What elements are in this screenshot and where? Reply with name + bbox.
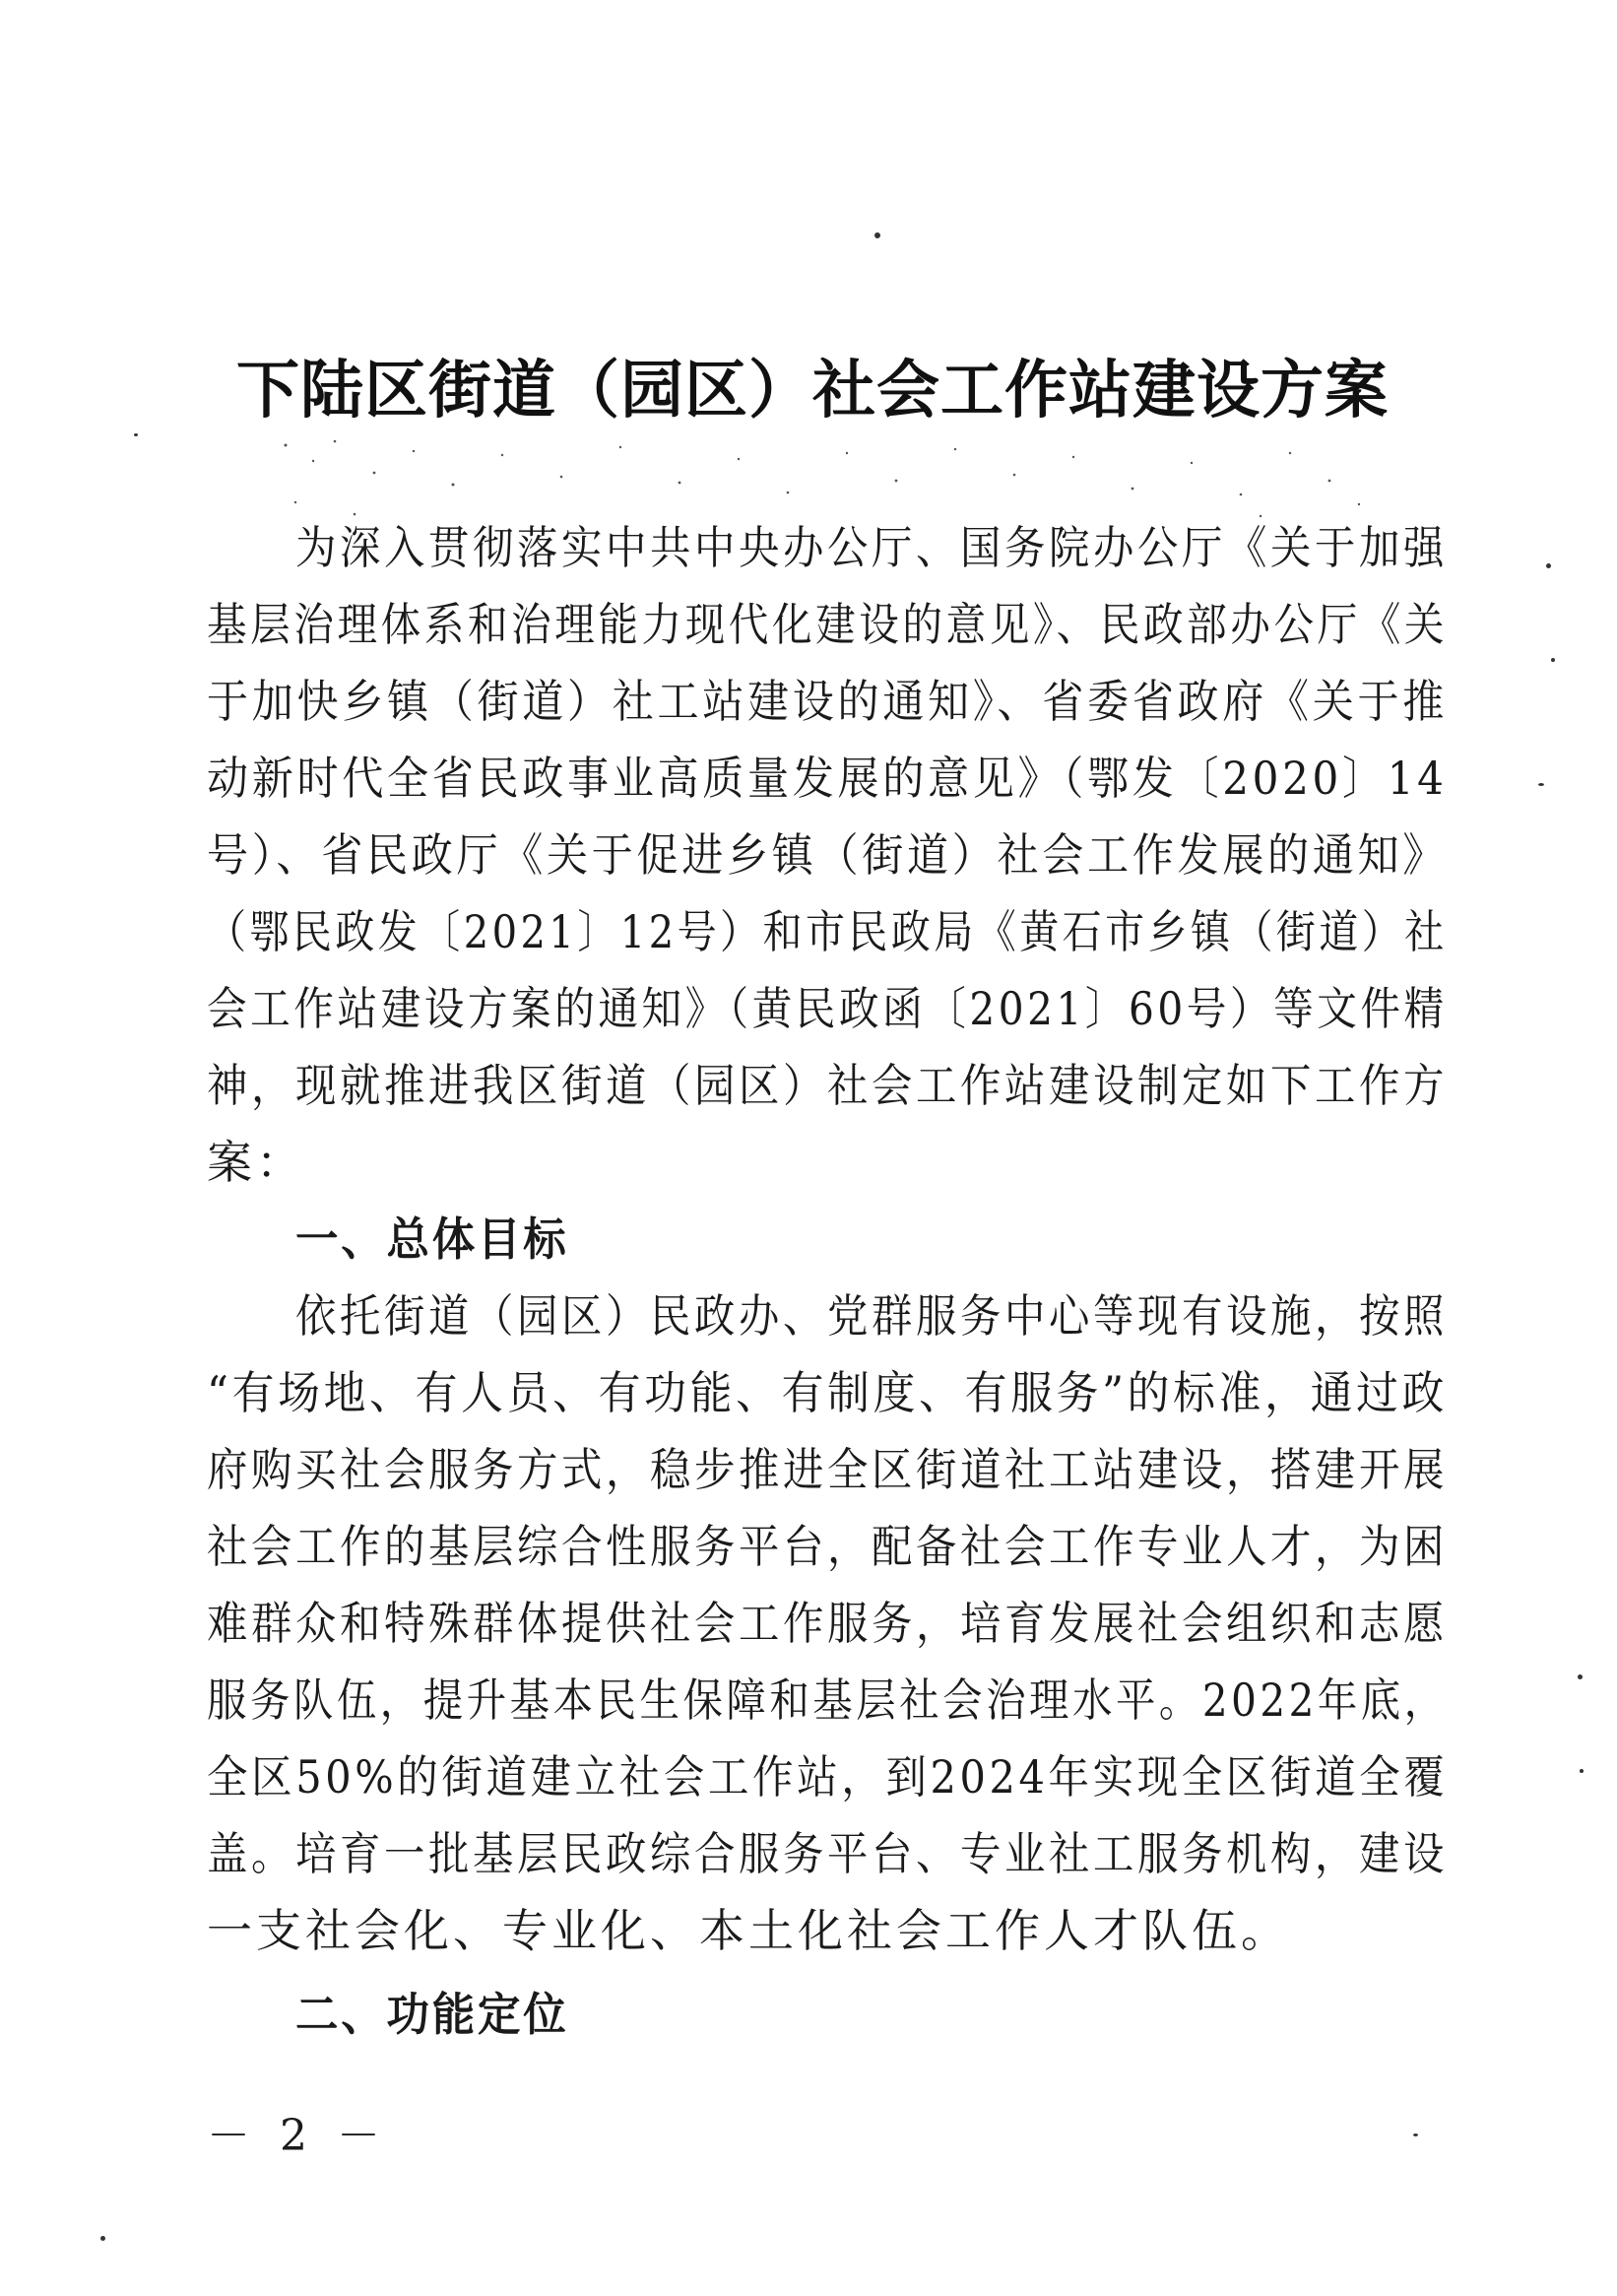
scan-speck	[1546, 563, 1551, 568]
body-line: 案：	[207, 1136, 305, 1189]
body-line: 府购买社会服务方式，稳步推进全区街道社工站建设，搭建开展	[207, 1443, 1448, 1496]
scan-speck	[874, 232, 880, 238]
scan-speck	[1578, 1674, 1583, 1679]
body-line: 依托街道（园区）民政办、党群服务中心等现有设施，按照	[295, 1289, 1448, 1343]
scan-noise	[266, 433, 1389, 522]
body-line: “有场地、有人员、有功能、有制度、有服务”的标准，通过政	[207, 1366, 1449, 1419]
section-heading: 二、功能定位	[295, 1988, 569, 2041]
scan-speck	[1413, 2133, 1418, 2136]
body-line: 动新时代全省民政事业高质量发展的意见》（鄂发〔2020〕14	[207, 752, 1448, 805]
page-number: － 2 －	[207, 2111, 388, 2161]
body-line: 服务队伍，提升基本民生保障和基层社会治理水平。2022年底，	[207, 1673, 1448, 1727]
section-heading: 一、总体目标	[295, 1213, 569, 1266]
body-line: 神，现就推进我区街道（园区）社会工作站建设制定如下工作方	[207, 1059, 1448, 1112]
body-line: 于加快乡镇（街道）社工站建设的通知》、省委省政府《关于推	[207, 675, 1448, 728]
scan-speck	[1538, 783, 1544, 786]
body-line: （鄂民政发〔2021〕12号）和市民政局《黄石市乡镇（街道）社	[207, 905, 1448, 958]
body-line: 全区50%的街道建立社会工作站，到2024年实现全区街道全覆	[207, 1750, 1449, 1804]
scan-speck	[1580, 1769, 1584, 1773]
scan-speck	[100, 2236, 105, 2241]
scan-speck	[1551, 658, 1555, 662]
body-line: 社会工作的基层综合性服务平台，配备社会工作专业人才，为困	[207, 1520, 1448, 1573]
body-line: 难群众和特殊群体提供社会工作服务，培育发展社会组织和志愿	[207, 1597, 1448, 1650]
body-line: 盖。培育一批基层民政综合服务平台、专业社工服务机构，建设	[207, 1827, 1448, 1880]
body-line: 一支社会化、专业化、本土化社会工作人才队伍。	[207, 1904, 1290, 1957]
body-line: 基层治理体系和治理能力现代化建设的意见》、民政部办公厅《关	[207, 598, 1449, 651]
body-line: 会工作站建设方案的通知》（黄民政函〔2021〕60号）等文件精	[207, 982, 1448, 1035]
body-line: 号）、省民政厅《关于促进乡镇（街道）社会工作发展的通知》	[207, 828, 1448, 882]
document-title: 下陆区街道（园区）社会工作站建设方案	[236, 354, 1389, 427]
body-line: 为深入贯彻落实中共中央办公厅、国务院办公厅《关于加强	[295, 521, 1448, 574]
scan-speck	[134, 433, 138, 436]
